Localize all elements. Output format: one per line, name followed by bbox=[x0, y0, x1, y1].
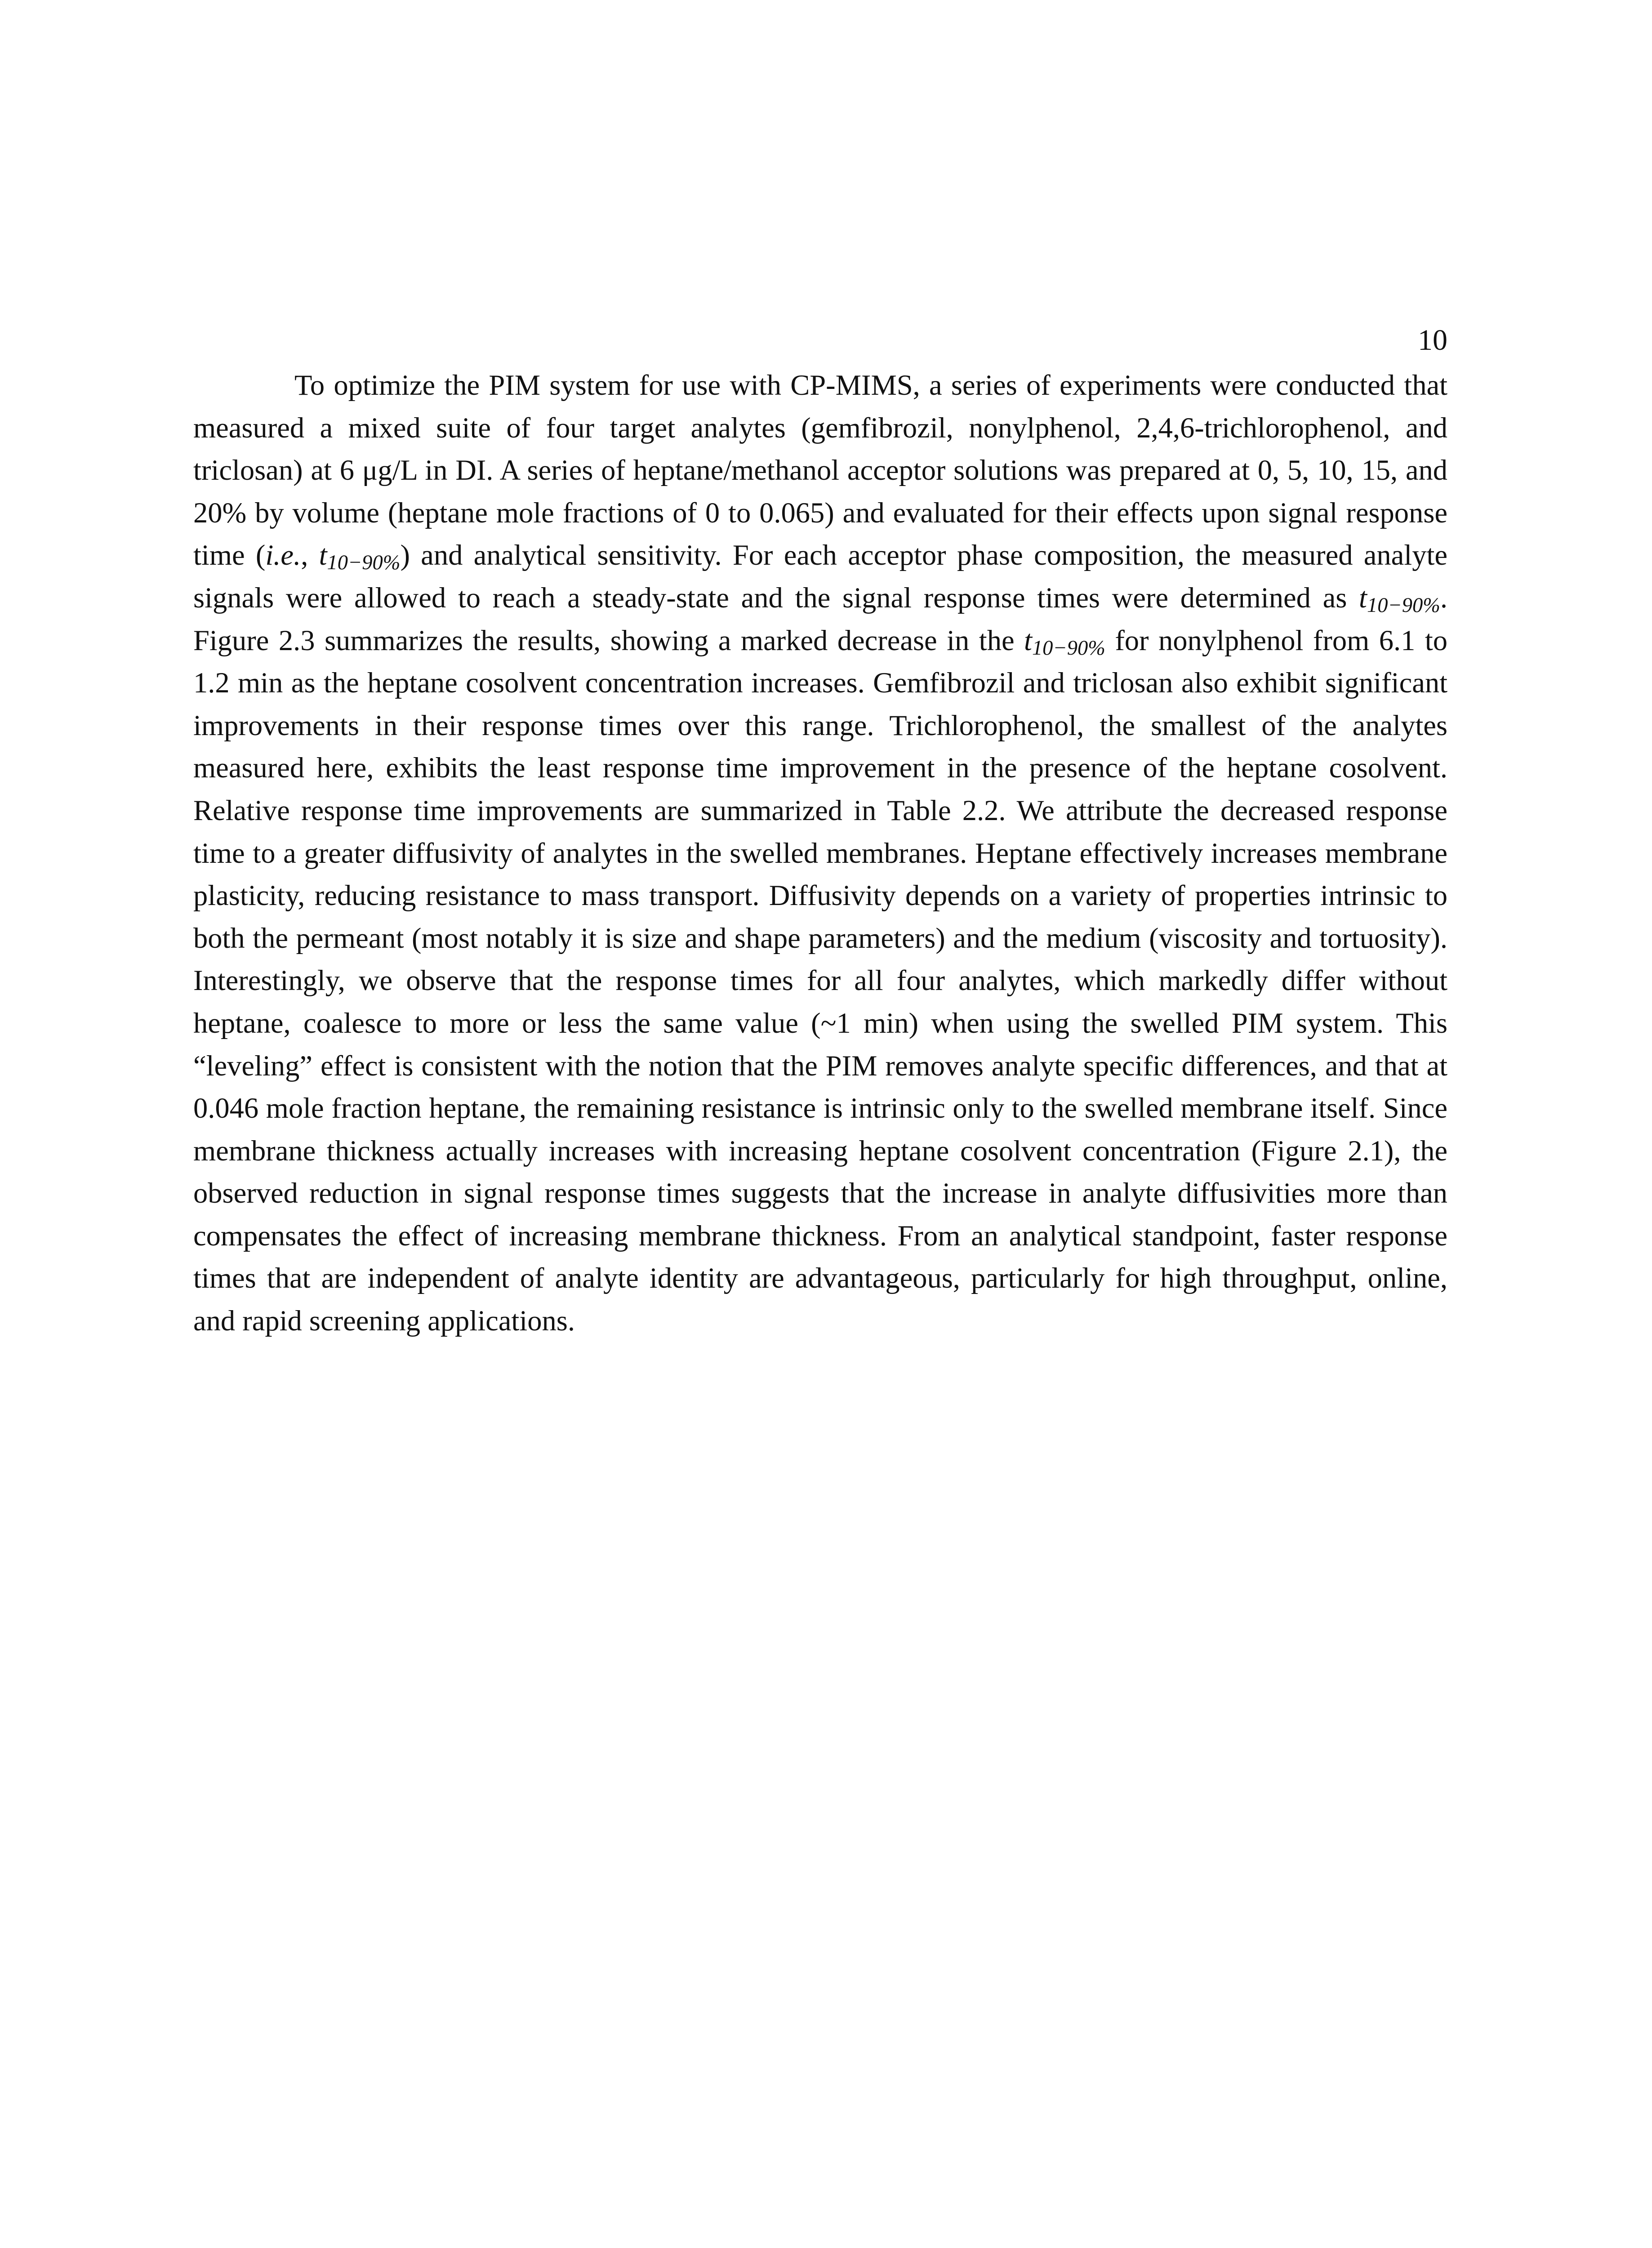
t-variable-3: t bbox=[1024, 624, 1032, 656]
t-variable-1: t bbox=[319, 539, 327, 571]
paragraph-text-1b: , bbox=[301, 539, 319, 571]
ie-abbreviation: i.e. bbox=[265, 539, 301, 571]
paragraph-text-2: ) and analytical sensitivity. For each acceptor phase composition, the measured analyte signals were allowed to reach a steady-state and the signal response times were determined as bbox=[193, 539, 1447, 614]
t-variable-2: t bbox=[1359, 581, 1367, 614]
t-subscript-1: 10−90% bbox=[327, 551, 401, 575]
t-subscript-2: 10−90% bbox=[1367, 594, 1440, 617]
paragraph-text-3: . Figure 2.3 summarizes the results, showing a marked decrease in the bbox=[193, 581, 1447, 656]
paragraph-text-4: for nonylphenol from 6.1 to 1.2 min as the heptane cosolvent concentration increases. Gemfibrozil and triclosan also exhibit significant improvements in their response times over this range. Trichlorophenol, the smallest of the analytes measured here, exhibits the least response time improvement in the presence of the heptane cosolvent. Relative response time improvements are summarized in Table 2.2. We attribute the decreased response time to a greater diffusivity of analytes in the swelled membranes. Heptane effectively increases membrane plasticity, reducing resistance to mass transport. Diffusivity depends on a variety of properties intrinsic to both the permeant (most notably it is size and shape parameters) and the medium (viscosity and tortuosity). Interestingly, we observe that the response times for all four analytes, which markedly differ without heptane, coalesce to more or less the same value (~1 min) when using the swelled PIM system. This “leveling” effect is consistent with the notion that the PIM removes analyte specific differences, and that at 0.046 mole fraction heptane, the remaining resistance is intrinsic only to the swelled membrane itself. Since membrane thickness actually increases with increasing heptane cosolvent concentration (Figure 2.1), the observed reduction in signal response times suggests that the increase in analyte diffusivities more than compensates the effect of increasing membrane thickness. From an analytical standpoint, faster response times that are independent of analyte identity are advantageous, particularly for high throughput, online, and rapid screening applications. bbox=[193, 624, 1447, 1337]
body-paragraph bbox=[193, 364, 1447, 1343]
page-number: 10 bbox=[1418, 324, 1447, 357]
t-subscript-3: 10−90% bbox=[1032, 636, 1105, 660]
paragraph-text-1: To optimize the PIM system for use with CP-MIMS, a series of experiments were conducted that measured a mixed suite of four target analytes (gemfibrozil, nonylphenol, 2,4,6-trichlorophenol, and triclosan) at 6 μg/L in DI. A series of heptane/methanol acceptor solutions was prepared at 0, 5, 10, 15, and 20% by volume (heptane mole fractions of 0 to 0.065) and evaluated for their effects upon signal response time ( bbox=[193, 369, 1447, 571]
